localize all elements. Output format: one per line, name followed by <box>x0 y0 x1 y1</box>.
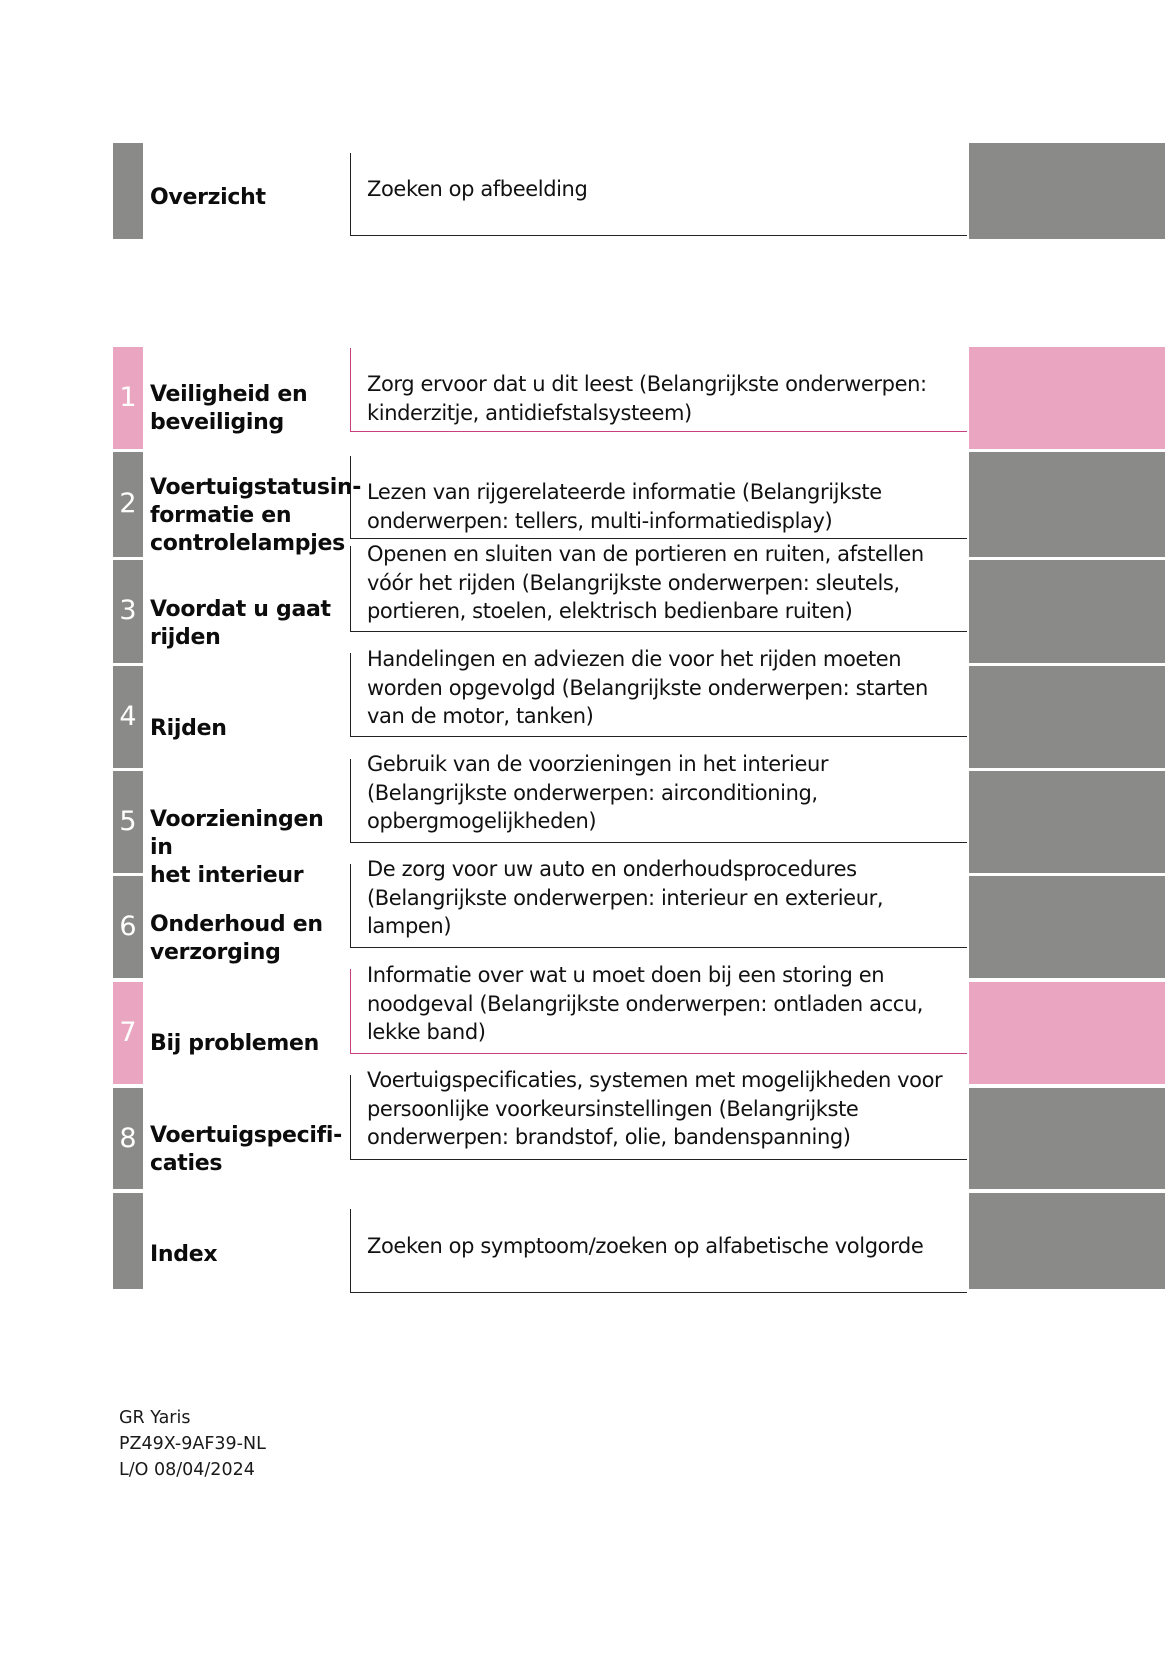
chapter-7-box[interactable] <box>350 963 967 1054</box>
chapter-3-description <box>367 540 961 626</box>
description-line: (Belangrijkste onderwerpen: interieur en exterieur, <box>367 885 884 910</box>
description-line: Openen en sluiten van de portieren en ruiten, afstellen <box>367 542 924 566</box>
chapter-4-box[interactable] <box>350 647 967 737</box>
chapter-number: 8 <box>119 1123 137 1154</box>
chapter-number: 5 <box>119 806 137 837</box>
chapter-1-box[interactable] <box>350 348 967 432</box>
overview-box[interactable] <box>350 153 967 236</box>
index-description: Zoeken op symptoom/zoeken op alfabetische volgorde <box>367 1234 924 1258</box>
chapter-number: 1 <box>119 382 137 413</box>
chapter-4-title[interactable] <box>150 715 350 743</box>
overview-title[interactable]: Overzicht <box>150 185 266 210</box>
index-left-tab <box>113 1193 143 1289</box>
index-box[interactable] <box>350 1209 967 1293</box>
description-line: lampen) <box>367 914 452 938</box>
chapter-number: 6 <box>119 911 137 942</box>
chapter-6-right-tab[interactable] <box>969 876 1165 978</box>
description-line: Informatie over wat u moet doen bij een storing en <box>367 963 885 987</box>
title-line: controlelampjes <box>150 531 345 556</box>
chapter-2-left-tab <box>113 452 143 557</box>
title-line: verzorging <box>150 940 281 965</box>
footer-model: GR Yaris <box>119 1408 191 1428</box>
title-line: Voertuigspecifi- <box>150 1123 342 1148</box>
footer-code: PZ49X-9AF39-NL <box>119 1434 266 1454</box>
chapter-6-box[interactable] <box>350 857 967 948</box>
chapter-7-left-tab <box>113 982 143 1084</box>
chapter-3-title[interactable] <box>150 596 350 652</box>
description-line: opbergmogelijkheden) <box>367 809 597 833</box>
description-line: kinderzitje, antidiefstalsysteem) <box>367 400 692 425</box>
chapter-number: 2 <box>119 488 137 519</box>
description-line: Handelingen en adviezen die voor het rijden moeten <box>367 647 902 671</box>
description-line: Zorg ervoor dat u dit leest (Belangrijkste onderwerpen: <box>367 372 927 396</box>
chapter-3-right-tab[interactable] <box>969 560 1165 663</box>
chapter-8-left-tab <box>113 1088 143 1189</box>
chapter-6-description <box>367 855 961 941</box>
description-line: onderwerpen: tellers, multi-informatiedisplay) <box>367 508 833 533</box>
index-title[interactable]: Index <box>150 1242 218 1267</box>
description-line: Lezen van rijgerelateerde informatie (Belangrijkste <box>367 480 882 504</box>
chapter-1-description <box>367 370 961 427</box>
chapter-6-left-tab <box>113 876 143 978</box>
chapter-2-right-tab[interactable] <box>969 452 1165 557</box>
chapter-1-right-tab[interactable] <box>969 347 1165 449</box>
chapter-8-description <box>367 1066 961 1152</box>
chapter-2-title[interactable] <box>150 474 362 558</box>
title-line: Veiligheid en <box>150 382 308 407</box>
chapter-5-box[interactable] <box>350 752 967 843</box>
description-line: lekke band) <box>367 1020 486 1044</box>
title-line: formatie en <box>150 503 292 528</box>
chapter-5-title[interactable] <box>150 806 350 890</box>
title-line: Rijden <box>150 716 227 741</box>
chapter-7-right-tab[interactable] <box>969 982 1165 1084</box>
chapter-7-description <box>367 961 961 1047</box>
chapter-5-right-tab[interactable] <box>969 771 1165 873</box>
chapter-4-left-tab <box>113 666 143 768</box>
chapter-2-box[interactable] <box>350 456 967 539</box>
chapter-number: 3 <box>119 595 137 626</box>
chapter-number: 4 <box>119 701 137 732</box>
title-line: beveiliging <box>150 410 284 435</box>
title-line: rijden <box>150 625 221 650</box>
title-line: caties <box>150 1151 223 1176</box>
description-line: van de motor, tanken) <box>367 704 594 728</box>
description-line: (Belangrijkste onderwerpen: airconditioning, <box>367 780 818 805</box>
chapter-7-title[interactable] <box>150 1030 350 1058</box>
footer <box>119 1405 266 1483</box>
chapter-1-title[interactable] <box>150 381 350 437</box>
description-line: De zorg voor uw auto en onderhoudsprocedures <box>367 857 857 881</box>
chapter-3-left-tab <box>113 560 143 663</box>
chapter-6-title[interactable] <box>150 911 350 967</box>
overview-right-tab[interactable] <box>969 143 1165 239</box>
footer-date: L/O 08/04/2024 <box>119 1460 255 1480</box>
overview-description: Zoeken op afbeelding <box>367 177 588 201</box>
description-line: vóór het rijden (Belangrijkste onderwerpen: sleutels, <box>367 570 900 595</box>
description-line: noodgeval (Belangrijkste onderwerpen: ontladen accu, <box>367 991 924 1016</box>
chapter-8-right-tab[interactable] <box>969 1088 1165 1189</box>
description-line: persoonlijke voorkeursinstellingen (Belangrijkste <box>367 1096 859 1121</box>
chapter-3-box[interactable] <box>350 542 967 632</box>
chapter-8-box[interactable] <box>350 1068 967 1160</box>
title-line: Voertuigstatusin- <box>150 475 362 500</box>
title-line: Onderhoud en <box>150 912 323 937</box>
description-line: worden opgevolgd (Belangrijkste onderwerpen: starten <box>367 675 928 700</box>
description-line: Voertuigspecificaties, systemen met mogelijkheden voor <box>367 1068 943 1092</box>
chapter-5-description <box>367 750 961 836</box>
overview-left-tab <box>113 143 143 239</box>
title-line: Bij problemen <box>150 1031 320 1056</box>
description-line: portieren, stoelen, elektrisch bedienbare ruiten) <box>367 599 853 623</box>
index-right-tab[interactable] <box>969 1193 1165 1289</box>
title-line: het interieur <box>150 863 304 888</box>
chapter-8-title[interactable] <box>150 1122 350 1178</box>
title-line: Voorzieningen in <box>150 807 324 860</box>
chapter-2-description <box>367 478 961 535</box>
chapter-4-right-tab[interactable] <box>969 666 1165 768</box>
description-line: Gebruik van de voorzieningen in het interieur <box>367 752 829 776</box>
title-line: Voordat u gaat <box>150 597 331 622</box>
chapter-number: 7 <box>119 1017 137 1048</box>
chapter-5-left-tab <box>113 771 143 873</box>
chapter-1-left-tab <box>113 347 143 449</box>
description-line: onderwerpen: brandstof, olie, bandenspanning) <box>367 1125 851 1149</box>
chapter-4-description <box>367 645 961 731</box>
